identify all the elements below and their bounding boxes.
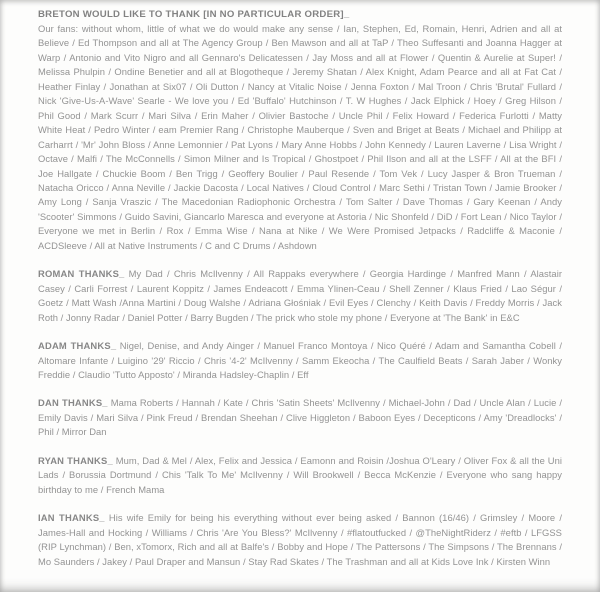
dan-thanks-text: Mama Roberts / Hannah / Kate / Chris 'Satin Sheets' McIlvenny / Michael-John / Dad / Uncle Alan / Lucie / Emily Davis / Mari Silva / Pink Freud / Brendan Sheehan / Clive Higgleton / Baboon Eyes / Decepticons / Amy 'Dreadlocks' / Phil / Mirror Dan (38, 397, 563, 438)
ryan-thanks-paragraph (38, 454, 562, 497)
roman-thanks-text: My Dad / Chris McIlvenny / All Rappaks everywhere / Georgia Hardinge / Manfred Mann / Alastair Casey / Carli Forrest / Laurent Koppitz / James Endeacott / Emma Ylinen-Ceau / Shell Zenner / Klaus Fried / Lao Ségur / Goetz / Matt Wash /Anna Martini / Doug Walshe / Adriana Głośniak / Evil Eyes / Clenchy / Keith Davis / Freddy Morris / Jack Roth / Jonny Radar / Daniel Potter / Barry Bugden / The prick who stole my phone / Everyone at 'The Bank' in E&C (38, 268, 563, 323)
ian-thanks-text: His wife Emily for being his everything without ever being asked / Bannon (16/46) / Grimsley / Moore / James-Hall and Hocking / Williams / Chris 'Are You Bless?' McIlvenny / #flatoutfucked / @TheNightRiderz / #eftb / LFGSS (RIP Lynchman) / Ben, xTomorx, Rich and all at Balfe's / Bobby and Hope / The Pattersons / The Simpsons / The Brennans / Mo Saunders / Jakey / Paul Draper and Mansun / Stay Rad Skates / The Trashman and all at Kids Love Ink / Kirsten Winn (38, 512, 562, 567)
page-title: BRETON WOULD LIKE TO THANK [IN NO PARTICULAR ORDER]_ (38, 9, 350, 20)
band-thanks-paragraph (38, 22, 562, 253)
ian-thanks-paragraph (38, 511, 562, 569)
roman-thanks-paragraph (38, 267, 562, 325)
adam-thanks-label: ADAM THANKS_ (38, 340, 117, 352)
ian-thanks-label: IAN THANKS_ (38, 512, 105, 524)
ryan-thanks-label: RYAN THANKS_ (38, 454, 113, 466)
band-thanks-text: Our fans: without whom, little of what we do would make any sense / Ian, Stephen, Ed, Romain, Henri, Adrien and all at Believe / Ed Thompson and all at The Agency Group / Ben Mawson and all at TaP / Theo Suffesanti and Joanna Hagger at Warp / Antonio and Vito Nigro and all Gennaro's Delicatessen / Jay Moss and all at Flower / Quentin & Aurelie at Super! / Melissa Phulpin / Ondine Benetier and all at Blogotheque / Jeremy Shatan / Alex Knight, Adam Pearce and all at Fat Cat / Heather Finlay / Jonathan at Six07 / Oli Dutton / Nancy at Vitalic Noise / Jenna Foxton / Mal Troon / Chris 'Brutal' Fullard / Nick 'Give-Us-A-Wave' Searle - We love you / Ed 'Buffalo' Hutchinson / T. W Hughes / Jack Elphick / Hoey / Greg Hilson / Phil Good / Mark Scurr / Mari Silva / Erin Maher / Olivier Bastoche / Uncle Phil / Felix Howard / Federica Furlotti / Matty White Heat / Pedro Winter / eam Premier Rang / Christophe Mauberque / Sven and Briget at Beats / Michael and Philipp at Carharrt / 'Mr' John Bloss / Anne Lemonnier / Pat Lyons / Mary Anne Hobbs / John Kennedy / Lauren Laverne / Lisa Wright / Octave / Malfi / The McConnells / Simon Milner and Is Tropical / Ghostpoet / Phil Ilson and all at the LSFF / All at the BFI / Joe Hallgate / Chuckie Boom / Ben Trigg / Geoffery Boulier / Paul Resende / Tom Vek / Lucy Jasper & Bron Trueman / Natacha Oricco / Anna Neville / Jackie Dacosta / Local Natives / Cloud Control / Marc Sethi / Tristan Town / Jamie Brooker / Amy Long / Sanja Vraszic / The Macedonian Radiophonic Orchestra / Tom Salter / Dave Thomas / Gary Keenan / Andy 'Scooter' Simmons / Guido Savini, Giancarlo Maresca and everyone at Astoria / Nic Shonfeld / DiD / Fort Lean / Nico Taylor / Everyone we met in Berlin / Rox / Emma Wise / Nana at Nike / We Were Promised Jetpacks / Radcliffe & Maconie / ACDSleeve / All at Native Instruments / C and C Drums / Ashdown (38, 23, 562, 251)
roman-thanks-label: ROMAN THANKS_ (38, 268, 125, 280)
dan-thanks-paragraph (38, 396, 562, 439)
adam-thanks-paragraph (38, 339, 562, 382)
dan-thanks-label: DAN THANKS_ (38, 397, 108, 409)
ryan-thanks-text: Mum, Dad & Mel / Alex, Felix and Jessica / Eamonn and Roisin /Joshua O'Leary / Oliver Fox & all the Uni Lads / Borussia Dortmund / Chis 'Talk To Me' McIlvenny / Will Brookwell / Becca McKenzie / Everyone who sang happy birthday to me / French Mama (38, 454, 562, 495)
adam-thanks-text: Nigel, Denise, and Andy Ainger / Manuel Franco Montoya / Nico Quéré / Adam and Samantha Cobell / Altomare Infante / Luigino '29' Riccio / Chris '4-2' McIlvenny / Samm Ekeocha / The Caulfield Beats / Sarah Jaber / Wonky Freddie / Claudio 'Tutto Apposto' / Miranda Hadsley-Chaplin / Eff (38, 340, 563, 380)
